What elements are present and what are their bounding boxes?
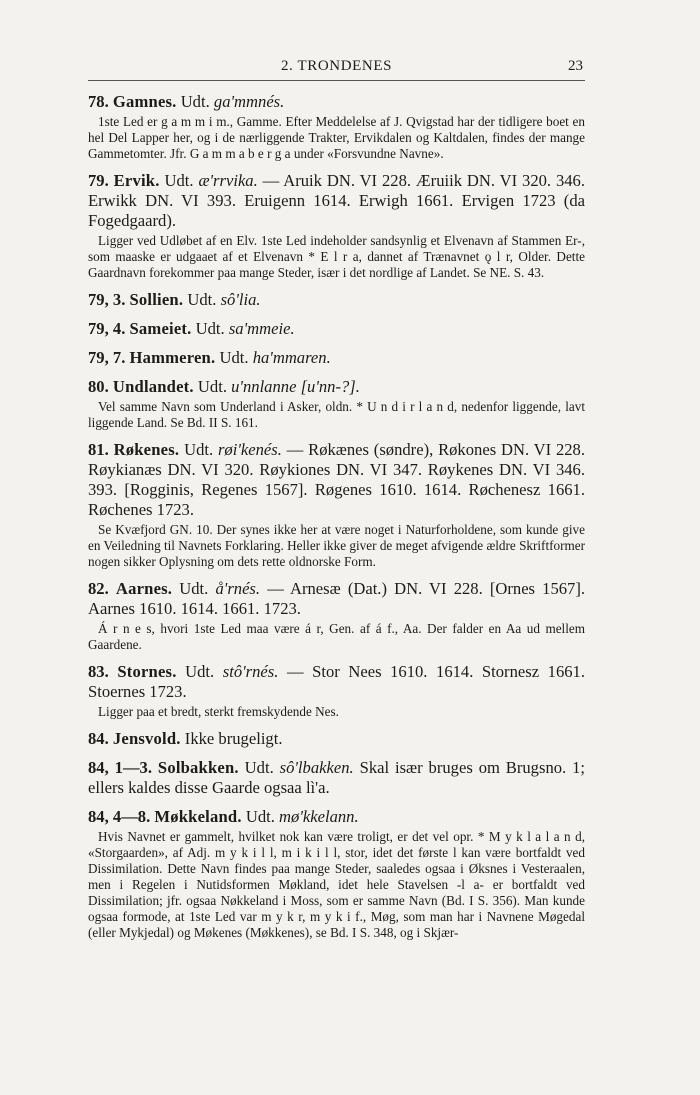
entry-note: Á r n e s, hvori 1ste Led maa være á r, Gen. af á f., Aa. Der falder en Aa ud mellem Gaardene. xyxy=(88,621,585,652)
entry-80 xyxy=(88,377,585,431)
entry-number: 79, 4. xyxy=(88,319,126,338)
entry-note: 1ste Led er g a m m i m., Gamme. Efter Meddelelse af J. Qvigstad har der tidligere boet en hel Del Lapper her, og i de nærliggende Trakter, Ervikdalen og Kaltdalen, findes der mange Gammetomter. Jfr. G a m m a b e r g a under «Forsvundne Navne». xyxy=(88,114,585,161)
farm-name: Gamnes. xyxy=(112,92,177,111)
entry-heading xyxy=(88,290,585,310)
pronunciation: u'nnlanne [u'nn-?]. xyxy=(231,377,360,396)
entries-body xyxy=(88,92,585,950)
entry-number: 78. xyxy=(88,92,109,111)
entry-note: Se Kvæfjord GN. 10. Der synes ikke her at være noget i Naturforholdene, som kunde give en Veiledning til Navnets Forklaring. Heller ikke giver de meget afvigende ældre Skriftformer nogen sikker Oplysning om dets rette oldnorske Form. xyxy=(88,522,585,569)
farm-name: Sollien. xyxy=(129,290,184,309)
entry-79 xyxy=(88,171,585,281)
udt-label: Udt. xyxy=(180,92,210,111)
entry-number: 79. xyxy=(88,171,109,190)
entry-number: 83. xyxy=(88,662,109,681)
entry-number: 84. xyxy=(88,729,109,748)
farm-name: Aarnes. xyxy=(115,579,173,598)
entry-note: Vel samme Navn som Underland i Asker, oldn. * U n d i r l a n d, nedenfor liggende, lavt liggende Land. Se Bd. II S. 161. xyxy=(88,399,585,430)
pronunciation: røi'kenés. xyxy=(217,440,282,459)
entry-heading xyxy=(88,92,585,112)
entry-84 xyxy=(88,729,585,749)
farm-name: Ervik. xyxy=(113,171,160,190)
entry-number: 79, 7. xyxy=(88,348,126,367)
entry-heading xyxy=(88,758,585,798)
pronunciation: sa'mmeie. xyxy=(228,319,295,338)
entry-note: Ligger paa et bredt, sterkt fremskydende Nes. xyxy=(98,704,339,719)
entry-heading xyxy=(88,319,585,339)
entry-heading xyxy=(88,807,585,827)
pronunciation: ga'mmnés. xyxy=(213,92,285,111)
entry-84-1-3 xyxy=(88,758,585,798)
farm-name: Hammeren. xyxy=(129,348,216,367)
historical-forms: — Røkænes (søndre), Røkones DN. VI 228. Røykianæs DN. VI 320. Røykiones DN. VI 347. Røykenes DN. VI 346. 393. [Rogginis, Regenes 1567]. Røgenes 1610. 1614. Røchenesz 1661. Røchenes 1723. xyxy=(88,440,585,519)
entry-81 xyxy=(88,440,585,570)
historical-forms: — Stor Nees 1610. 1614. Stornesz 1661. Stoernes 1723. xyxy=(88,662,585,701)
entry-number: 80. xyxy=(88,377,109,396)
pronunciation: stô'rnés. xyxy=(222,662,279,681)
entry-78 xyxy=(88,92,585,162)
udt-label: Udt. xyxy=(219,348,249,367)
entry-note: Hvis Navnet er gammelt, hvilket nok kan være troligt, er det vel opr. * M y k l a l a n d, «Storgaarden», af Adj. m y k i l l, m i k i l l, stor, idet det første l kan være bortfaldt ved Dissimilation. Dette Navn findes paa mange Steder, saaledes ogsaa i Øksnes i Vesteraalen, men i Regelen i Nutidsformen Møkland, idet hele Stavelsen -l a- er bortfaldt ved Dissimilation; jfr. ogsaa Nøkkeland i Moss, som er samme Navn (Bd. I S. 356). Man kunde ogsaa formode, at 1ste Led var m y k r, m y k i f., Møg, som man har i Navnene Møgedal (eller Mykjedal) og Møkenes (Møkkenes), se Bd. I S. 348, og i Skjær- xyxy=(88,829,585,940)
udt-label: Udt. xyxy=(179,579,209,598)
farm-name: Sameiet. xyxy=(129,319,192,338)
historical-forms: — Aruik DN. VI 228. Æruiik DN. VI 320. 346. Erwikk DN. VI 393. Eruigenn 1614. Erwigh 1661. Ervigen 1723 (da Fogedgaard). xyxy=(88,171,585,230)
entry-heading xyxy=(88,171,585,231)
running-header xyxy=(88,58,585,81)
farm-name: Solbakken. xyxy=(157,758,239,777)
entry-heading xyxy=(88,729,585,749)
farm-name: Undlandet. xyxy=(112,377,194,396)
entry-heading xyxy=(88,662,585,702)
entry-83 xyxy=(88,662,585,720)
farm-name: Jensvold. xyxy=(112,729,181,748)
entry-note: Ligger ved Udløbet af en Elv. 1ste Led indeholder sandsynlig et Elvenavn af Stammen Er-, som maaske er udgaaet af et Elvenavn * E l r a, dannet af Trænavnet ǫ l r, Older. Dette Gaardnavn forekommer paa mange Steder, især i det nordlige af Landet. Se NE. S. 43. xyxy=(88,233,585,280)
entry-number: 81. xyxy=(88,440,109,459)
udt-label: Udt. xyxy=(164,171,194,190)
entry-82 xyxy=(88,579,585,653)
entry-heading xyxy=(88,348,585,368)
page-number: 23 xyxy=(568,58,583,74)
pronunciation: ha'mmaren. xyxy=(252,348,331,367)
entry-heading xyxy=(88,377,585,397)
entry-number: 79, 3. xyxy=(88,290,126,309)
udt-label: Udt. xyxy=(195,319,225,338)
entry-79-3 xyxy=(88,290,585,310)
entry-79-7 xyxy=(88,348,585,368)
entry-number: 84, 4—8. xyxy=(88,807,151,826)
farm-name: Møkkeland. xyxy=(154,807,242,826)
entry-number: 84, 1—3. xyxy=(88,758,152,777)
entry-heading xyxy=(88,579,585,619)
chapter-title: 2. TRONDENES xyxy=(280,58,393,74)
udt-label: Udt. xyxy=(197,377,227,396)
pronunciation: mø'kkelann. xyxy=(279,807,359,826)
udt-label: Udt. xyxy=(187,290,217,309)
pronunciation: æ'rrvika. xyxy=(198,171,258,190)
udt-label: Udt. xyxy=(184,440,214,459)
udt-label: Udt. xyxy=(244,758,274,777)
entry-number: 82. xyxy=(88,579,109,598)
pronunciation: sô'lia. xyxy=(220,290,261,309)
entry-heading xyxy=(88,440,585,520)
udt-label: Udt. xyxy=(185,662,215,681)
udt-label: Udt. xyxy=(245,807,275,826)
historical-forms: — Arnesæ (Dat.) DN. VI 228. [Ornes 1567]. Aarnes 1610. 1614. 1661. 1723. xyxy=(88,579,586,618)
farm-name: Røkenes. xyxy=(113,440,180,459)
pronunciation: å'rnés. xyxy=(215,579,261,598)
farm-name: Stornes. xyxy=(117,662,177,681)
entry-84-4-8 xyxy=(88,807,585,941)
historical-forms: Skal især bruges om Brugsno. 1; ellers kaldes disse Gaarde ogsaa lì'a. xyxy=(88,758,585,797)
pronunciation: sô'lbakken. xyxy=(279,758,354,777)
entry-79-4 xyxy=(88,319,585,339)
historical-forms: Ikke brugeligt. xyxy=(184,729,283,748)
